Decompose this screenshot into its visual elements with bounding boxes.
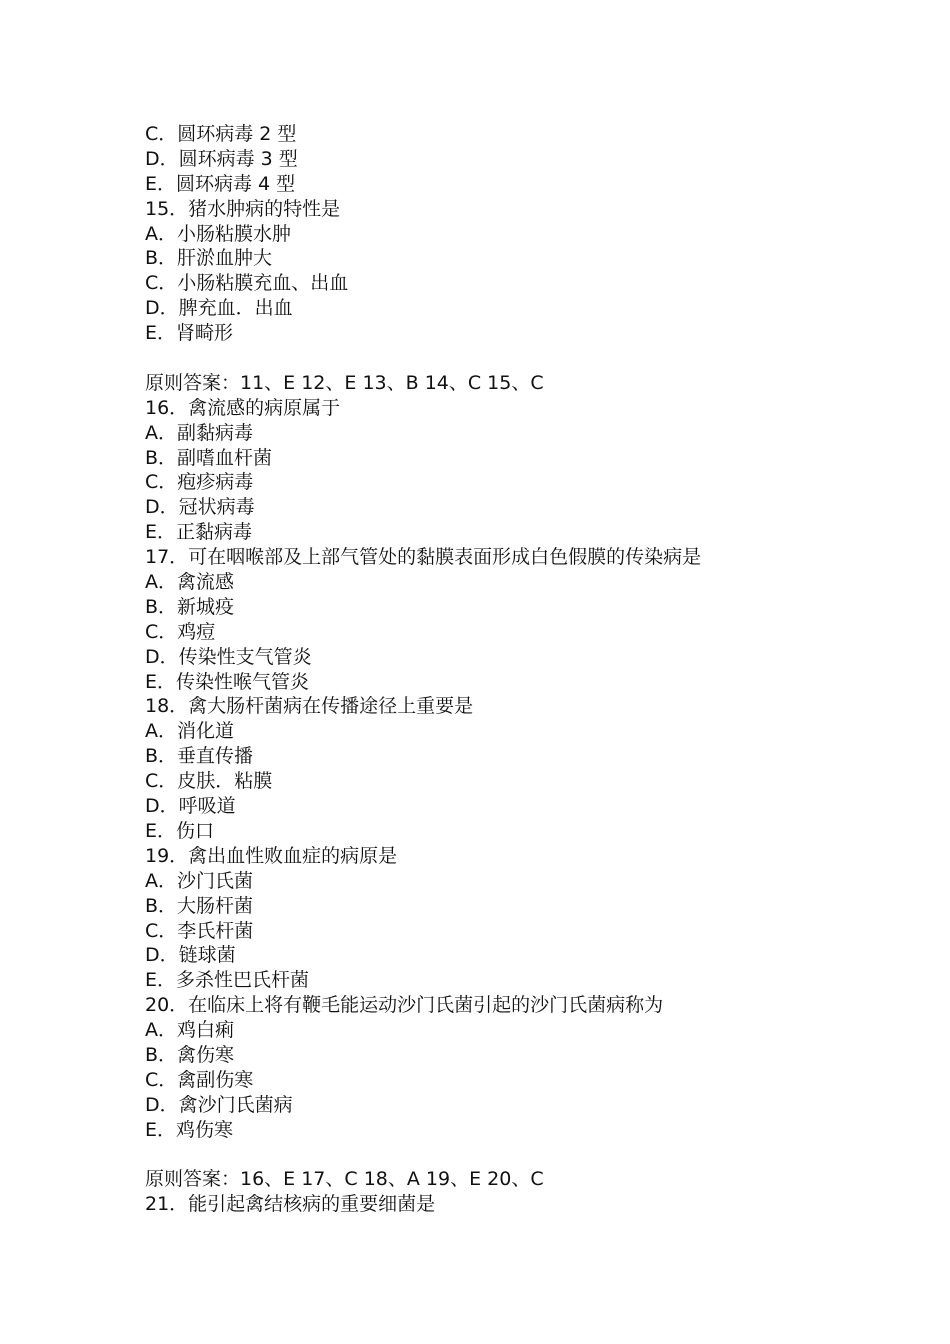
- option-line: C．小肠粘膜充血、出血: [145, 272, 349, 295]
- option-line: A．小肠粘膜水肿: [145, 222, 291, 245]
- document-page: [145, 122, 905, 1217]
- option-line: A．副黏病毒: [145, 421, 253, 444]
- option-line: C．禽副伤寒: [145, 1068, 254, 1091]
- option-line: C．鸡痘: [145, 620, 216, 643]
- option-line: E．传染性喉气管炎: [145, 670, 310, 693]
- option-line: E．多杀性巴氏杆菌: [145, 969, 310, 992]
- blank-line: [145, 1143, 905, 1168]
- option-line: D．圆环病毒 3 型: [145, 147, 298, 170]
- option-line: C．李氏杆菌: [145, 919, 254, 942]
- option-line: C．疱疹病毒: [145, 471, 254, 494]
- option-line: B．肝淤血肿大: [145, 247, 273, 270]
- answer-key-line: 原则答案：11、E 12、E 13、B 14、C 15、C: [145, 371, 544, 394]
- option-line: E．圆环病毒 4 型: [145, 172, 296, 195]
- question-line: 19．禽出血性败血症的病原是: [145, 844, 398, 867]
- blank-line: [145, 346, 905, 371]
- answer-key-line: 原则答案：16、E 17、C 18、A 19、E 20、C: [145, 1168, 544, 1191]
- option-line: D．冠状病毒: [145, 496, 255, 519]
- option-line: B．垂直传播: [145, 745, 254, 768]
- question-line: 18．禽大肠杆菌病在传播途径上重要是: [145, 695, 474, 718]
- option-line: A．禽流感: [145, 571, 234, 594]
- option-line: D．禽沙门氏菌病: [145, 1093, 293, 1116]
- option-line: A．鸡白痢: [145, 1019, 234, 1042]
- option-line: B．副嗜血杆菌: [145, 446, 273, 469]
- option-line: C．圆环病毒 2 型: [145, 123, 297, 145]
- option-line: E．伤口: [145, 819, 215, 842]
- option-line: D．链球菌: [145, 944, 236, 967]
- option-line: D．脾充血．出血: [145, 297, 293, 320]
- question-line: 20．在临床上将有鞭毛能运动沙门氏菌引起的沙门氏菌病称为: [145, 994, 664, 1017]
- option-line: D．传染性支气管炎: [145, 645, 312, 668]
- question-line: 21．能引起禽结核病的重要细菌是: [145, 1193, 436, 1216]
- option-line: A．消化道: [145, 720, 234, 743]
- question-line: 15．猪水肿病的特性是: [145, 197, 341, 220]
- option-line: C．皮肤．粘膜: [145, 770, 273, 793]
- option-line: E．肾畸形: [145, 322, 234, 345]
- option-line: D．呼吸道: [145, 795, 236, 818]
- option-line: E．正黏病毒: [145, 521, 253, 544]
- option-line: A．沙门氏菌: [145, 869, 253, 892]
- question-line: 17．可在咽喉部及上部气管处的黏膜表面形成白色假膜的传染病是: [145, 546, 702, 569]
- option-line: E．鸡伤寒: [145, 1118, 234, 1141]
- option-line: B．新城疫: [145, 595, 235, 618]
- question-line: 16．禽流感的病原属于: [145, 396, 341, 419]
- option-line: B．禽伤寒: [145, 1043, 235, 1066]
- option-line: B．大肠杆菌: [145, 894, 254, 917]
